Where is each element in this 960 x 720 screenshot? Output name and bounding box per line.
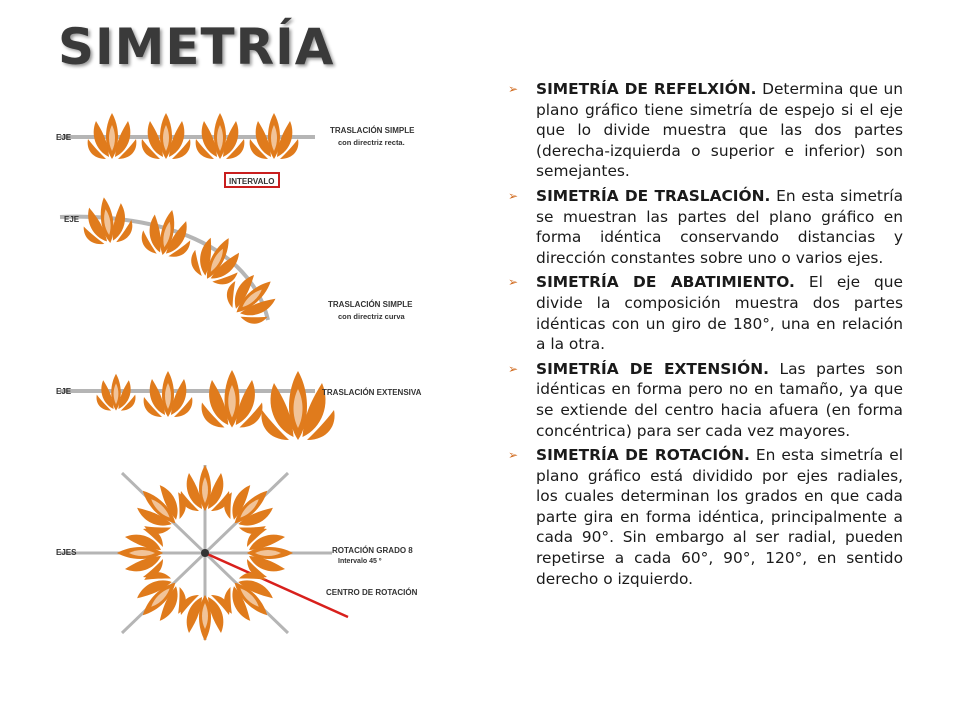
- lotus-motif: [144, 371, 193, 417]
- list-item-term: SIMETRÍA DE ROTACIÓN.: [536, 446, 750, 465]
- bullet-arrow-icon: ➢: [508, 82, 519, 96]
- lotus-motif: [250, 113, 299, 159]
- list-item: [508, 186, 903, 268]
- label-intervalo: INTERVALO: [229, 177, 275, 186]
- list-item-term: SIMETRÍA DE ABATIMIENTO.: [536, 273, 795, 292]
- label-rotacion: ROTACIÓN GRADO 8: [332, 546, 413, 555]
- label-eje: EJE: [56, 133, 72, 142]
- list-item-term: SIMETRÍA DE TRASLACIÓN.: [536, 186, 771, 205]
- label-traslacion-extensiva: TRASLACIÓN EXTENSIVA: [322, 388, 422, 397]
- list-item: [508, 272, 903, 354]
- label-directriz-recta: con directriz recta.: [338, 138, 405, 147]
- page-title: SIMETRÍA: [58, 18, 335, 76]
- lotus-motif: [88, 113, 137, 159]
- symmetry-figure: [40, 95, 440, 695]
- list-item: [508, 445, 903, 589]
- list-item: [508, 79, 903, 182]
- list-item: [508, 359, 903, 441]
- label-centro-rotacion: CENTRO DE ROTACIÓN: [326, 588, 418, 597]
- list-item-text: En esta simetría se muestran las partes del plano gráfico en forma idéntica conservando distancias y dirección constantes sobre uno o varios ejes.: [536, 186, 903, 267]
- list-item-text: Determina que un plano gráfico tiene simetría de espejo si el eje que lo divide muestra que las dos partes (derecha-izquierda o superior e inferior) son semejantes.: [536, 80, 904, 181]
- label-eje: EJE: [56, 387, 72, 396]
- lotus-motif: [196, 113, 245, 159]
- symmetry-types-list: [508, 79, 903, 593]
- bullet-arrow-icon: ➢: [508, 275, 519, 290]
- list-item-term: SIMETRÍA DE EXTENSIÓN.: [536, 359, 769, 378]
- bullet-arrow-icon: ➢: [508, 448, 519, 463]
- symmetry-diagram: [40, 95, 440, 695]
- list-item-term: SIMETRÍA DE REFELXIÓN.: [536, 80, 757, 98]
- lotus-motif: [261, 371, 334, 440]
- rotation-center: [201, 549, 209, 557]
- label-traslacion-simple: TRASLACIÓN SIMPLE: [330, 126, 415, 135]
- bullet-arrow-icon: ➢: [508, 188, 519, 203]
- label-directriz-curva: con directriz curva: [338, 312, 405, 321]
- lotus-motif: [202, 370, 263, 428]
- lotus-motif: [220, 263, 287, 330]
- lotus-motif: [97, 374, 136, 411]
- label-traslacion-simple-curva: TRASLACIÓN SIMPLE: [328, 300, 413, 309]
- lotus-motif: [139, 205, 196, 260]
- bullet-arrow-icon: ➢: [508, 361, 519, 376]
- list-item-text: Las partes son idénticas en forma pero no en tamaño, ya que se extiende del centro hacia afuera (en forma concéntrica) para ser cada vez mayores.: [536, 359, 903, 440]
- label-ejes: EJES: [56, 548, 77, 557]
- lotus-motif: [142, 113, 191, 159]
- label-eje: EJE: [64, 215, 80, 224]
- label-intervalo-45: Intervalo 45 º: [338, 558, 382, 565]
- list-item-text: En esta simetría el plano gráfico está dividido por ejes radiales, los cuales determinan los grados en que cada parte gira en forma idéntica, principalmente a cada 90°. Sin embargo al ser radial, pueden repetirse a cada 60°, 90°, 120°, en sentido derecho o izquierdo.: [536, 446, 903, 588]
- list-item-text: El eje que divide la composición muestra dos partes idénticas con un giro de 180°, una en relación a la otra.: [536, 273, 903, 354]
- lotus-motif: [186, 227, 251, 291]
